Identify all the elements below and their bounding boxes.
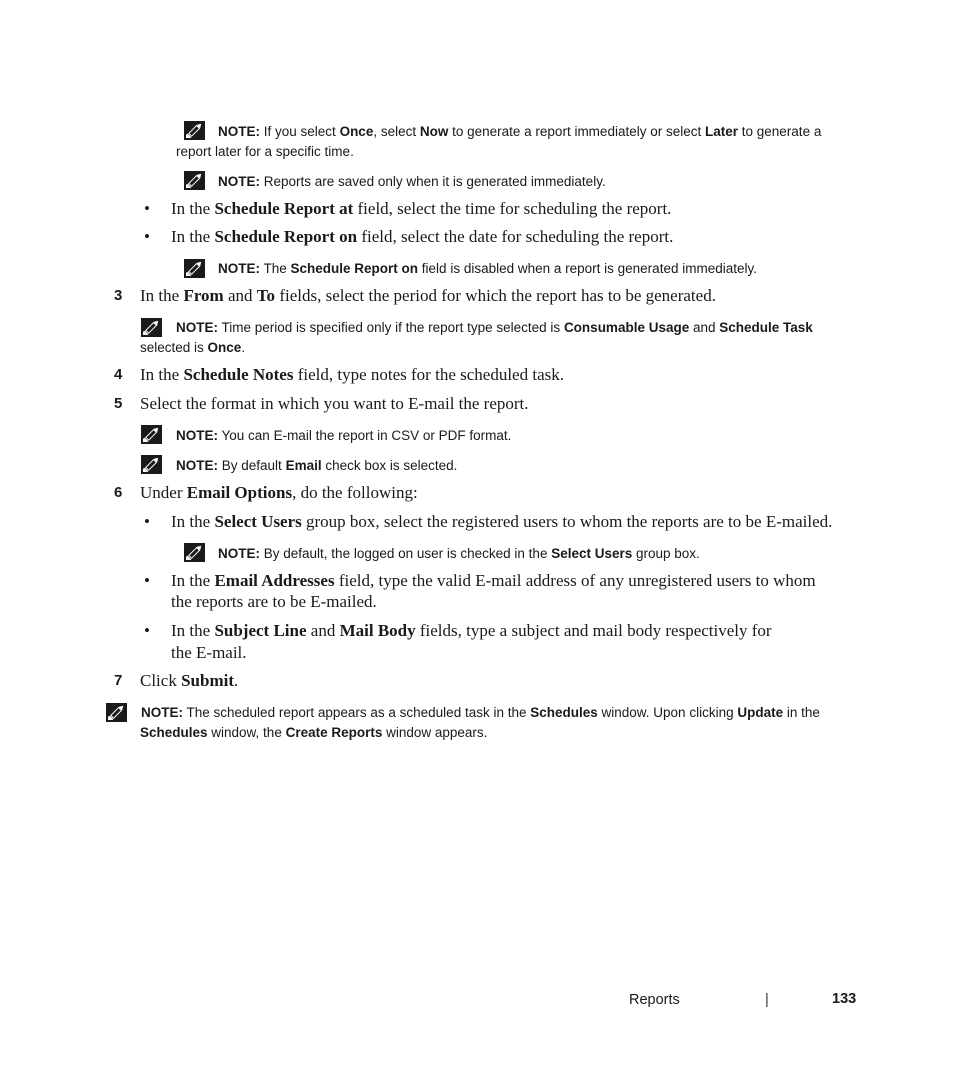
bullet-4	[171, 571, 816, 591]
body-text: Under	[140, 483, 187, 502]
note-text: By default, the logged on user is checked in the	[263, 546, 552, 561]
ui-term: Select Users	[214, 512, 302, 531]
body-text: field, select the time for scheduling the report.	[353, 199, 672, 218]
note-text: check box is selected.	[321, 458, 458, 473]
note-text: in the	[783, 705, 820, 720]
bullet: •	[144, 227, 150, 246]
note-text: group box.	[632, 546, 700, 561]
body-text: .	[234, 671, 239, 690]
ui-term: From	[183, 286, 224, 305]
body-text: field, select the date for scheduling the report.	[357, 227, 674, 246]
ui-term: Consumable Usage	[563, 320, 690, 335]
step-4	[140, 365, 564, 385]
note-4-line-2	[140, 338, 245, 358]
ui-term: Schedule Report on	[214, 227, 358, 246]
bullet-5-line-2: the E-mail.	[171, 643, 247, 662]
note-2	[218, 172, 606, 192]
bullet-4-line-2: the reports are to be E-mailed.	[171, 592, 377, 611]
body-text: Click	[140, 671, 182, 690]
page-number: 133	[832, 991, 857, 1007]
note-text: By default	[221, 458, 286, 473]
note-text: .	[241, 340, 246, 355]
bullet: •	[144, 571, 150, 590]
note-text: If you select	[263, 124, 340, 139]
note-1	[218, 122, 821, 142]
ui-term: Schedule Report on	[290, 261, 419, 276]
step-number: 6	[114, 484, 123, 501]
ui-term: Select Users	[551, 546, 633, 561]
body-text: and	[306, 621, 340, 640]
note-pencil-icon	[141, 425, 162, 444]
note-4	[176, 318, 813, 338]
note-text: The scheduled report appears as a scheduled task in the	[186, 705, 531, 720]
note-3	[218, 259, 757, 279]
ui-term: Email Options	[186, 483, 293, 502]
note-text: to generate a report immediately or select	[448, 124, 705, 139]
body-text: fields, type a subject and mail body respectively for	[415, 621, 772, 640]
note-pencil-icon	[106, 703, 127, 722]
note-label: NOTE:	[176, 458, 218, 473]
ui-term: Subject Line	[214, 621, 307, 640]
note-text: , select	[373, 124, 420, 139]
note-text: selected is	[140, 340, 208, 355]
note-7	[218, 544, 700, 564]
body-text: group box, select the registered users to whom the reports are to be E-mailed.	[301, 512, 833, 531]
body-text: In the	[140, 286, 184, 305]
body-text: In the	[140, 365, 184, 384]
note-text: Time period is specified only if the report type selected is	[221, 320, 564, 335]
note-text: The	[263, 261, 291, 276]
note-5	[176, 426, 511, 446]
step-number: 7	[114, 672, 123, 689]
ui-term: Schedules	[140, 725, 208, 740]
note-pencil-icon	[184, 171, 205, 190]
ui-term: Update	[737, 705, 784, 720]
footer-separator: |	[765, 992, 769, 1008]
step-3	[140, 286, 716, 306]
step-7	[140, 671, 238, 691]
ui-term: Mail Body	[339, 621, 416, 640]
ui-term: Schedule Report at	[214, 199, 354, 218]
bullet: •	[144, 199, 150, 218]
note-pencil-icon	[184, 121, 205, 140]
note-label: NOTE:	[218, 546, 260, 561]
footer-section-title: Reports	[629, 992, 680, 1008]
ui-term: Once	[339, 124, 374, 139]
body-text: In the	[171, 512, 215, 531]
ui-term: To	[256, 286, 276, 305]
body-text: and	[223, 286, 257, 305]
note-pencil-icon	[141, 455, 162, 474]
note-text: Reports are saved only when it is generated immediately.	[263, 174, 606, 189]
note-6	[176, 456, 457, 476]
body-text: fields, select the period for which the report has to be generated.	[275, 286, 716, 305]
ui-term: Create Reports	[285, 725, 383, 740]
step-6	[140, 483, 418, 503]
note-text: to generate a	[738, 124, 822, 139]
note-label: NOTE:	[176, 320, 218, 335]
body-text: In the	[171, 621, 215, 640]
step-number: 3	[114, 287, 123, 304]
step-number: 4	[114, 366, 123, 383]
ui-term: Now	[419, 124, 449, 139]
note-text: window, the	[207, 725, 286, 740]
bullet: •	[144, 512, 150, 531]
ui-term: Submit	[181, 671, 235, 690]
note-8-line-2	[140, 723, 487, 743]
bullet-3	[171, 512, 832, 532]
note-text: window appears.	[382, 725, 488, 740]
note-text: and	[689, 320, 720, 335]
note-label: NOTE:	[218, 174, 260, 189]
note-label: NOTE:	[218, 124, 260, 139]
ui-term: Once	[207, 340, 242, 355]
note-label: NOTE:	[141, 705, 183, 720]
body-text: In the	[171, 571, 215, 590]
step-number: 5	[114, 395, 123, 412]
step-5: Select the format in which you want to E-mail the report.	[140, 394, 529, 413]
body-text: field, type notes for the scheduled task.	[293, 365, 564, 384]
bullet-5	[171, 621, 772, 641]
bullet-2	[171, 227, 673, 247]
note-1-line-2: report later for a specific time.	[176, 144, 354, 159]
body-text: In the	[171, 199, 215, 218]
note-text: window. Upon clicking	[597, 705, 738, 720]
note-pencil-icon	[184, 259, 205, 278]
ui-term: Schedule Task	[719, 320, 813, 335]
note-pencil-icon	[184, 543, 205, 562]
note-pencil-icon	[141, 318, 162, 337]
note-8	[141, 703, 820, 723]
body-text: , do the following:	[292, 483, 418, 502]
note-label: NOTE:	[218, 261, 260, 276]
note-text: field is disabled when a report is generated immediately.	[418, 261, 757, 276]
ui-term: Later	[705, 124, 739, 139]
ui-term: Schedules	[530, 705, 598, 720]
bullet: •	[144, 621, 150, 640]
bullet-1	[171, 199, 671, 219]
ui-term: Email	[285, 458, 322, 473]
body-text: field, type the valid E-mail address of any unregistered users to whom	[334, 571, 816, 590]
body-text: In the	[171, 227, 215, 246]
note-text: You can E-mail the report in CSV or PDF format.	[221, 428, 512, 443]
ui-term: Schedule Notes	[183, 365, 294, 384]
ui-term: Email Addresses	[214, 571, 335, 590]
note-label: NOTE:	[176, 428, 218, 443]
